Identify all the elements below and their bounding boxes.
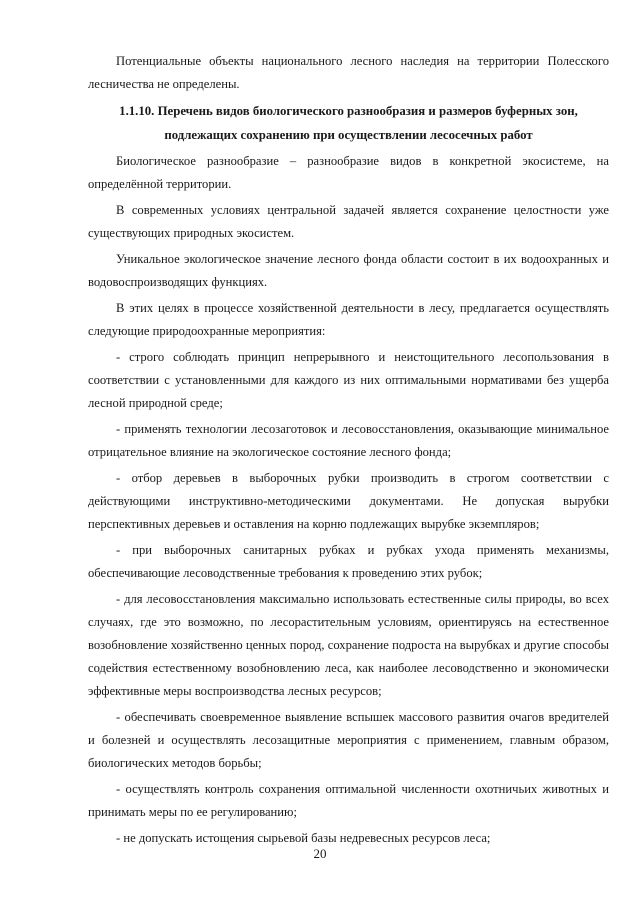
page-content [88,50,609,853]
list-item: - строго соблюдать принцип непрерывного и неистощительного лесопользования в соответствии с установленными для каждого из них оптимальными нормативами без ущерба лесной природной среде; [88,350,609,410]
intro-paragraph: Потенциальные объекты национального лесного наследия на территории Полесского лесничества не определены. [88,54,609,91]
paragraph: Биологическое разнообразие – разнообразие видов в конкретной экосистеме, на определённой территории. [88,154,609,191]
section-heading-line-1: 1.1.10. Перечень видов биологического разнообразия и размеров буферных зон, [119,104,578,118]
list-item: - отбор деревьев в выборочных рубки производить в строгом соответствии с действующими инструктивно-методическими документами. Не допуская вырубки перспективных деревьев и оставления на корню подлежащих вырубке экземпляров; [88,471,609,531]
paragraph: В этих целях в процессе хозяйственной деятельности в лесу, предлагается осуществлять следующие природоохранные мероприятия: [88,301,609,338]
list-item: - осуществлять контроль сохранения оптимальной численности охотничьих животных и принимать меры по ее регулированию; [88,782,609,819]
paragraph: В современных условиях центральной задачей является сохранение целостности уже существующих природных экосистем. [88,203,609,240]
list-item: - обеспечивать своевременное выявление вспышек массового развития очагов вредителей и болезней и осуществлять лесозащитные мероприятия с применением, главным образом, биологических методов борьбы; [88,710,609,770]
list-item: - не допускать истощения сырьевой базы недревесных ресурсов леса; [116,831,491,845]
paragraph: Уникальное экологическое значение лесного фонда области состоит в их водоохранных и водовоспроизводящих функциях. [88,252,609,289]
page-number: 20 [313,846,327,861]
list-item: - применять технологии лесозаготовок и лесовосстановления, оказывающие минимальное отрицательное влияние на экологическое состояние лесного фонда; [88,422,609,459]
section-heading-line-2: подлежащих сохранению при осуществлении лесосечных работ [164,128,533,142]
list-item: - при выборочных санитарных рубках и рубках ухода применять механизмы, обеспечивающие лесоводственные требования к проведению этих рубок; [88,543,609,580]
section-heading [88,99,609,147]
list-item: - для лесовосстановления максимально использовать естественные силы природы, во всех случаях, где это возможно, по лесорастительным условиям, ориентируясь на естественное возобновление хозяйственно ценных пород, сохранение подроста на вырубках и другие способы содействия естественному возобновлению леса, как наиболее лесоводственно и экономически эффективные меры воспроизводства лесных ресурсов; [88,592,609,698]
